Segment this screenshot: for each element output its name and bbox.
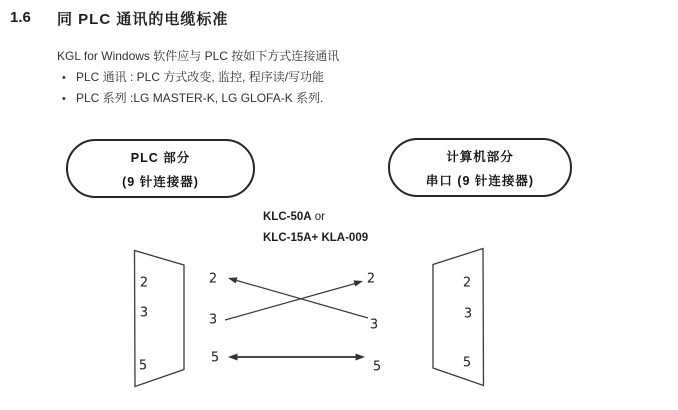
cable-model-primary: KLC-50A bbox=[263, 211, 312, 223]
plc-connector-pin-3: 3 bbox=[139, 305, 149, 321]
plc-wire-pin-3: 3 bbox=[208, 312, 218, 328]
intro-text: KGL for Windows 软件应与 PLC 按如下方式连接通讯 bbox=[57, 49, 340, 63]
page-title: 同 PLC 通讯的电缆标准 bbox=[57, 11, 229, 28]
cable-or-text: or bbox=[314, 211, 325, 223]
arrowhead-to-plc2-icon bbox=[228, 277, 238, 283]
pc-connector-pin-2: 2 bbox=[462, 275, 472, 291]
arrowhead-5-right-icon bbox=[356, 354, 366, 361]
plc-box-title: PLC 部分 bbox=[130, 150, 191, 165]
bullet-icon: • bbox=[62, 72, 66, 84]
pc-wire-pin-3: 3 bbox=[369, 317, 379, 333]
pc-wire-pin-2: 2 bbox=[366, 271, 376, 287]
pc-box-title: 计算机部分 bbox=[446, 149, 514, 164]
plc-wire-pin-2: 2 bbox=[208, 271, 218, 287]
cable-model-alternate: KLC-15A+ KLA-009 bbox=[263, 232, 369, 244]
wire-plc3-to-pc2 bbox=[225, 283, 357, 320]
plc-wire-pin-5: 5 bbox=[210, 350, 220, 366]
pc-connector-pin-3: 3 bbox=[463, 306, 473, 322]
pc-connector-shape bbox=[433, 249, 484, 386]
arrowhead-to-pc2-icon bbox=[354, 280, 364, 286]
bullet-text-plc-series: PLC 系列 :LG MASTER-K, LG GLOFA-K 系列. bbox=[76, 91, 324, 105]
plc-box-subtitle: (9 针连接器) bbox=[122, 174, 199, 189]
bullet-text-plc-communication: PLC 通讯 : PLC 方式改变, 监控, 程序读/写功能 bbox=[76, 70, 325, 84]
arrowhead-5-left-icon bbox=[228, 354, 238, 361]
pc-wire-pin-5: 5 bbox=[372, 359, 382, 375]
pc-box-subtitle: 串口 (9 针连接器) bbox=[425, 173, 535, 188]
bullet-icon: • bbox=[62, 93, 66, 105]
section-number: 1.6 bbox=[10, 9, 31, 26]
plc-connector-pin-2: 2 bbox=[139, 275, 149, 291]
pc-connector-pin-5: 5 bbox=[462, 355, 472, 371]
plc-connector-pin-5: 5 bbox=[138, 358, 148, 374]
